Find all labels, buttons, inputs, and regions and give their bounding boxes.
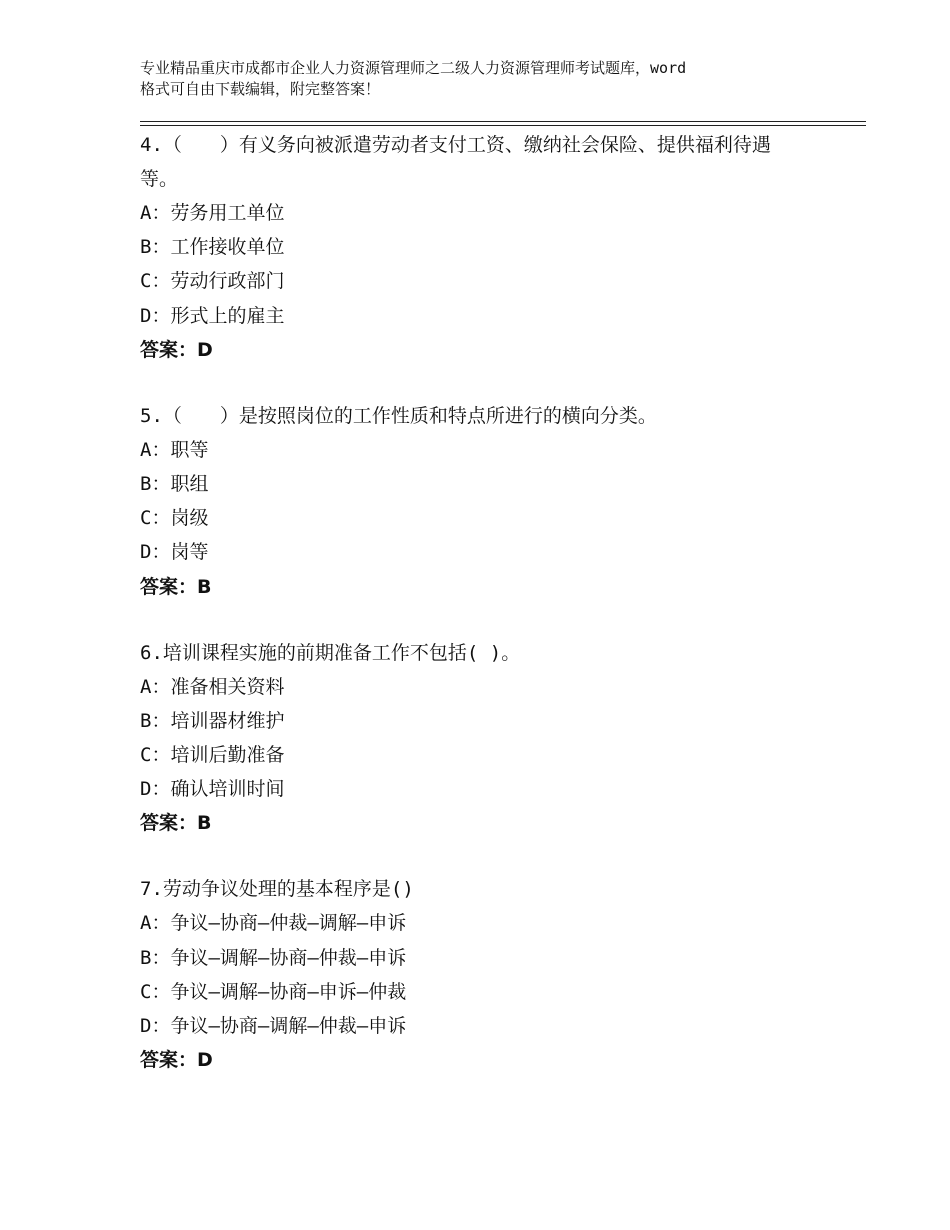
option-c: C：培训后勤准备 [140,744,285,767]
question-stem: 5.（ ）是按照岗位的工作性质和特点所进行的横向分类。 [140,404,657,427]
header-line-2: 格式可自由下载编辑，附完整答案！ [140,80,381,98]
question-list [140,128,840,1109]
option-b: B：工作接收单位 [140,236,285,259]
option-b: B：职组 [140,473,209,496]
answer-label: 答案：D [140,338,213,361]
header-line-1: 专业精品重庆市成都市企业人力资源管理师之二级人力资源管理师考试题库，word [140,59,687,77]
option-c: C：劳动行政部门 [140,270,285,293]
question-6 [140,636,840,841]
option-a: A：争议—协商—仲裁—调解—申诉 [140,912,407,935]
question-4 [140,128,840,367]
question-5 [140,399,840,604]
option-b: B：培训器材维护 [140,709,285,732]
document-header [140,58,840,100]
option-d: D：确认培训时间 [140,778,285,801]
option-a: A：准备相关资料 [140,675,285,698]
option-d: D：岗等 [140,541,209,564]
option-a: A：劳务用工单位 [140,202,285,224]
question-stem: 6.培训课程实施的前期准备工作不包括( )。 [140,641,521,664]
question-stem: 7.劳动争议处理的基本程序是() [140,878,414,901]
header-divider-bottom [140,125,866,126]
option-c: C：岗级 [140,507,209,530]
answer-label: 答案：B [140,575,212,598]
answer-label: 答案：B [140,812,212,835]
option-a: A：职等 [140,438,209,461]
question-stem: 4.（ ）有义务向被派遣劳动者支付工资、缴纳社会保险、提供福利待遇等。 [140,134,771,190]
option-c: C：争议—调解—协商—申诉—仲裁 [140,980,407,1003]
option-b: B：争议—调解—协商—仲裁—申诉 [140,946,407,969]
header-divider-top [140,121,866,122]
question-7 [140,872,840,1077]
option-d: D：争议—协商—调解—仲裁—申诉 [140,1015,407,1038]
option-d: D：形式上的雇主 [140,304,285,327]
answer-label: 答案：D [140,1049,213,1072]
